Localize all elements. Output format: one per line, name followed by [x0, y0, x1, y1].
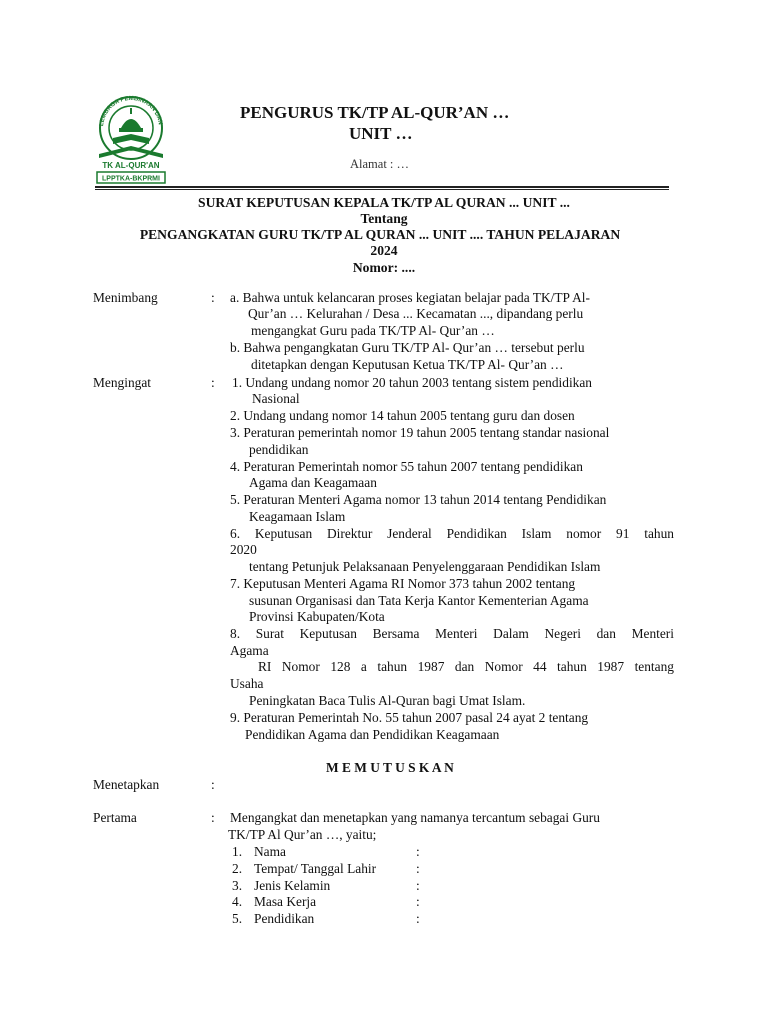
pertama-label: Pertama	[93, 810, 137, 825]
mengingat-line: 5. Peraturan Menteri Agama nomor 13 tahun 2014 tentang Pendidikan	[230, 492, 607, 507]
mengingat-line: 4. Peraturan Pemerintah nomor 55 tahun 2007 tentang pendidikan	[230, 459, 583, 474]
menimbang-line: Qur’an … Kelurahan / Desa ... Kecamatan ..., dipandang perlu	[248, 306, 584, 321]
mengingat-line: 7. Keputusan Menteri Agama RI Nomor 373 tahun 2002 tentang	[230, 576, 576, 591]
header-divider-thick	[95, 186, 669, 188]
field-colon: :	[416, 911, 420, 926]
header-title-line1: PENGURUS TK/TP AL-QUR’AN …	[240, 103, 510, 122]
menetapkan-label: Menetapkan	[93, 777, 160, 792]
menimbang-colon: :	[211, 290, 215, 305]
field-colon: :	[416, 878, 420, 893]
decree-subject: PENGANGKATAN GURU TK/TP AL QURAN ... UNIT .... TAHUN PELAJARAN	[139, 227, 621, 242]
mengingat-colon: :	[211, 375, 215, 390]
field-name: Masa Kerja	[254, 894, 317, 909]
field-number: 4.	[232, 894, 243, 909]
menimbang-line: b. Bahwa pengangkatan Guru TK/TP Al- Qur’an … tersebut perlu	[230, 340, 585, 355]
pertama-colon: :	[211, 810, 215, 825]
pertama-line: TK/TP Al Qur’an …, yaitu;	[228, 827, 377, 842]
mengingat-line: Pendidikan Agama dan Pendidikan Keagamaan	[245, 727, 500, 742]
mengingat-line: Agama	[230, 643, 269, 658]
mengingat-line: 9. Peraturan Pemerintah No. 55 tahun 2007 pasal 24 ayat 2 tentang	[230, 710, 589, 725]
mengingat-line: 2020	[230, 542, 257, 557]
mengingat-line: RI Nomor 128 a tahun 1987 dan Nomor 44 tahun 1987 tentang	[258, 659, 674, 674]
field-number: 2.	[232, 861, 243, 876]
menimbang-line: ditetapkan dengan Keputusan Ketua TK/TP Al- Qur’an …	[251, 357, 564, 372]
mengingat-line: susunan Organisasi dan Tata Kerja Kantor Kementerian Agama	[249, 593, 589, 608]
decree-year: 2024	[370, 243, 398, 258]
menimbang-line: a. Bahwa untuk kelancaran proses kegiatan belajar pada TK/TP Al-	[230, 290, 590, 305]
field-name: Jenis Kelamin	[254, 878, 331, 893]
field-colon: :	[416, 844, 420, 859]
mengingat-line: tentang Petunjuk Pelaksanaan Penyelenggaraan Pendidikan Islam	[249, 559, 601, 574]
decree-tentang: Tentang	[360, 211, 408, 226]
mengingat-line: Agama dan Keagamaan	[249, 475, 377, 490]
mengingat-line: Provinsi Kabupaten/Kota	[249, 609, 385, 624]
organization-logo	[95, 88, 167, 184]
mengingat-line: 3. Peraturan pemerintah nomor 19 tahun 2005 tentang standar nasional	[230, 425, 610, 440]
mengingat-line: Keagamaan Islam	[249, 509, 346, 524]
logo-org: LPPTKA-BKPRMI	[102, 175, 160, 183]
field-colon: :	[416, 861, 420, 876]
logo-arc-text: LEMBAGA PEMBINAAN DAN	[99, 95, 163, 127]
header-title-line2: UNIT …	[349, 124, 413, 143]
mengingat-line: 2. Undang undang nomor 14 tahun 2005 tentang guru dan dosen	[230, 408, 575, 423]
decree-title: SURAT KEPUTUSAN KEPALA TK/TP AL QURAN ... UNIT ...	[198, 195, 570, 210]
header-address: Alamat : …	[350, 157, 410, 171]
mengingat-line: Nasional	[252, 391, 300, 406]
header-divider-thin	[95, 189, 669, 190]
mosque-book-emblem-icon	[95, 88, 167, 184]
field-number: 3.	[232, 878, 243, 893]
field-colon: :	[416, 894, 420, 909]
field-number: 1.	[232, 844, 243, 859]
mengingat-line: 6. Keputusan Direktur Jenderal Pendidikan Islam nomor 91 tahun	[230, 526, 674, 541]
field-name: Tempat/ Tanggal Lahir	[254, 861, 377, 876]
logo-name: TK AL-QUR'AN	[102, 161, 160, 170]
menimbang-line: mengangkat Guru pada TK/TP Al- Qur’an …	[251, 323, 495, 338]
mengingat-label: Mengingat	[93, 375, 152, 390]
mengingat-line: 1. Undang undang nomor 20 tahun 2003 tentang sistem pendidikan	[232, 375, 593, 390]
mengingat-line: pendidikan	[249, 442, 309, 457]
menimbang-label: Menimbang	[93, 290, 158, 305]
mengingat-line: Peningkatan Baca Tulis Al-Quran bagi Umat Islam.	[249, 693, 526, 708]
mengingat-line: 8. Surat Keputusan Bersama Menteri Dalam Negeri dan Menteri	[230, 626, 674, 641]
field-name: Pendidikan	[254, 911, 315, 926]
pertama-line: Mengangkat dan menetapkan yang namanya tercantum sebagai Guru	[230, 810, 600, 825]
field-number: 5.	[232, 911, 243, 926]
field-name: Nama	[254, 844, 286, 859]
decree-number: Nomor: ....	[352, 260, 416, 275]
memutuskan-heading: M E M U T U S K A N	[326, 760, 454, 775]
mengingat-line: Usaha	[230, 676, 264, 691]
menetapkan-colon: :	[211, 777, 215, 792]
